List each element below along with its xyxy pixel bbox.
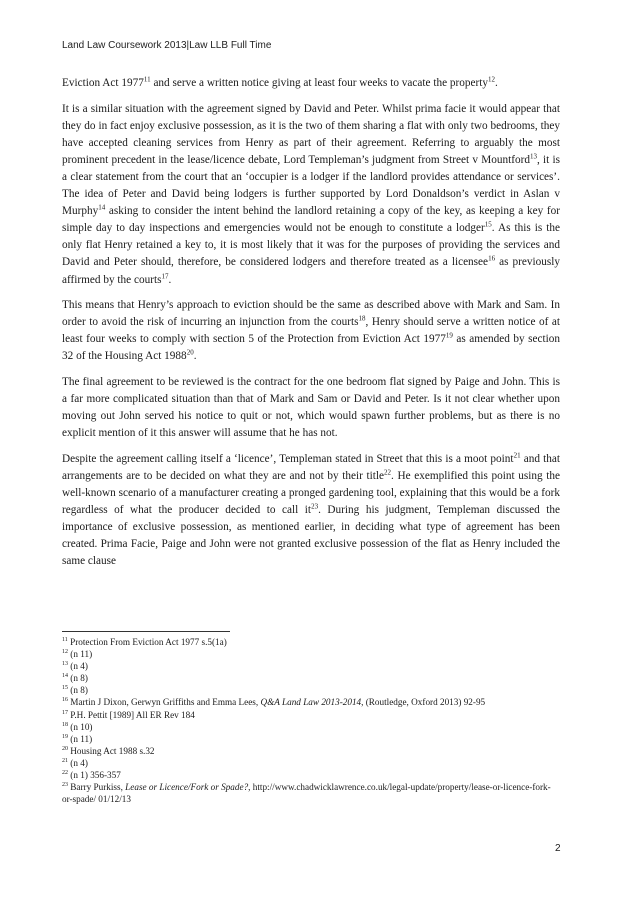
footnote-text: (n 8) (70, 685, 88, 696)
footnote-number: 11 (62, 636, 68, 643)
footnote-number: 17 (62, 709, 68, 716)
footnote-text: Protection From Eviction Act 1977 s.5(1a) (70, 637, 227, 647)
footnote-20 (62, 745, 560, 757)
text-run: Despite the agreement calling itself a ‘licence’, Templeman stated in Street that this is a moot point (62, 452, 514, 465)
footnote-number: 13 (62, 661, 68, 668)
footnote-21 (62, 757, 560, 769)
footnote-ref[interactable]: 13 (529, 152, 537, 161)
footnote-ref[interactable]: 14 (98, 203, 106, 212)
footnote-22 (62, 769, 560, 781)
running-header: Land Law Coursework 2013|Law LLB Full Time (62, 40, 272, 51)
footnote-ref[interactable]: 15 (484, 220, 492, 229)
footnote-ref[interactable]: 20 (186, 348, 194, 357)
text-run: . As this is the only flat Henry retained a key to, it is most likely that it was for the purposes of providing the services and David and Peter should, therefore, be considered lodgers and therefore treated as a licensee (62, 222, 560, 269)
book-title: Q&A Land Law 2013-2014 (260, 697, 362, 708)
text-run: and that arrangements are to be decided on what they are and not by their title (62, 452, 560, 482)
article-title: Lease or Licence/Fork or Spade? (125, 782, 249, 793)
footnote-text: (n 1) 356-357 (70, 770, 121, 781)
text-run: . (495, 77, 498, 89)
footnote-url[interactable]: , http://www.chadwicklawrence.co.uk/legal-update/property/lease-or-licence-fork-or-spade/ 01/12/13 (62, 782, 551, 805)
text-run: . (193, 350, 197, 363)
footnote-18 (62, 721, 560, 733)
footnote-number: 16 (62, 697, 68, 704)
text-run: It is a similar situation with the agreement signed by David and Peter. Whilst prima facie it would appear that they do in fact enjoy exclusive possession, as it is the two of them sharing a flat with only two bedrooms, they have accepted cleaning services from Henry as part of their agreement. Referring to arguably the most prominent precedent in the lease/licence debate, Lord Templeman’s judgment from Street v Mountford (62, 102, 560, 166)
footnote-text: (n 11) (70, 733, 93, 744)
footnote-ref[interactable]: 21 (513, 451, 521, 460)
footnote-text: (n 4) (70, 757, 88, 768)
text-run: This means that Henry’s approach to eviction should be the same as described above with Mark and Sam. In order to avoid the risk of incurring an injunction from the courts (62, 299, 560, 329)
footnote-text: (n 4) (70, 661, 88, 672)
page-number: 2 (555, 843, 561, 854)
text-run: . During his judgment, Templeman discussed the importance of exclusive possession, as mentioned earlier, in deciding what type of agreement has been created. Prima Facie, Paige and John were not granted exclusive possession of the flat as Henry included the same clause (62, 504, 560, 568)
footnote-number: 20 (62, 745, 68, 752)
footnote-number: 12 (62, 649, 68, 656)
text-run: and serve a written notice giving at least four weeks to vacate the property (150, 77, 488, 89)
footnote-text: (n 10) (70, 721, 93, 732)
footnote-12 (62, 648, 560, 660)
text-run: , Henry should serve a written notice of at least four weeks to comply with section 5 of the Protection from Eviction Act 1977 (62, 316, 560, 346)
text-run: asking to consider the intent behind the landlord retaining a copy of the key, as keeping a key for simple day to day inspections and emergencies would not be enough to constitute a lodger (62, 205, 560, 235)
footnote-ref[interactable]: 16 (488, 254, 496, 263)
paragraph-1 (62, 75, 560, 92)
footnote-ref[interactable]: 17 (161, 271, 169, 280)
paragraph-5 (62, 451, 560, 571)
footnote-number: 18 (62, 721, 68, 728)
footnote-19 (62, 733, 560, 745)
text-run: . (168, 273, 172, 286)
paragraph-4 (62, 374, 560, 442)
footnote-separator (62, 631, 230, 632)
text-run: . He exemplified this point using the well-known scenario of a manufacturer creating a pronged gardening tool, explaining that this would be a fork regardless of what the producer decided to call it (62, 469, 560, 517)
text-run: as amended by section 32 of the Housing Act 1988 (62, 333, 560, 363)
footnote-11 (62, 636, 560, 648)
footnote-text: (n 8) (70, 673, 88, 684)
footnote-ref[interactable]: 12 (488, 75, 495, 84)
footnote-ref[interactable]: 22 (384, 468, 392, 477)
footnote-ref[interactable]: 11 (143, 75, 151, 84)
footnote-number: 15 (62, 685, 68, 692)
footnote-text: Barry Purkiss, (70, 782, 126, 793)
body-text (62, 75, 560, 579)
paragraph-2 (62, 101, 560, 289)
footnote-text: (n 11) (70, 649, 93, 660)
paragraph-3 (62, 297, 560, 365)
footnote-text: P.H. Pettit [1989] All ER Rev 184 (70, 709, 195, 720)
footnote-13 (62, 660, 560, 672)
footnote-ref[interactable]: 23 (311, 502, 319, 511)
footnote-17 (62, 709, 560, 721)
footnote-ref[interactable]: 19 (445, 331, 453, 340)
footnote-ref[interactable]: 18 (358, 314, 366, 323)
footnote-23 (62, 781, 560, 805)
text-run: , it is a clear statement from the court that an ‘occupier is a lodger if the landlord provides attendance or services’. The idea of Peter and David being lodgers is further supported by Lord Donaldson’s verdict in Aslan v Murphy (62, 153, 561, 218)
footnote-14 (62, 672, 560, 684)
footnote-number: 21 (62, 757, 68, 764)
footnote-text: , (Routledge, Oxford 2013) 92-95 (361, 697, 486, 708)
text-run: as previously affirmed by the courts (62, 256, 561, 286)
text-run: Eviction Act 1977 (62, 77, 144, 89)
footnote-number: 19 (62, 733, 68, 740)
text-run: The final agreement to be reviewed is the contract for the one bedroom flat signed by Paige and John. This is a far more complicated situation than that of Mark and Sam or David and Peter. Is it not clear whether upon moving out John served his notice to quit or not, which would spawn further problems, but as there is no explicit mention of it this answer will assume that he has not. (62, 376, 560, 440)
footnote-number: 23 (62, 782, 68, 789)
footnote-text: Martin J Dixon, Gerwyn Griffiths and Emma Lees, (70, 697, 261, 708)
footnotes (62, 636, 560, 805)
footnote-number: 22 (62, 769, 68, 776)
footnote-16 (62, 696, 560, 708)
footnote-text: Housing Act 1988 s.32 (70, 745, 155, 756)
footnote-number: 14 (62, 673, 68, 680)
footnote-15 (62, 684, 560, 696)
